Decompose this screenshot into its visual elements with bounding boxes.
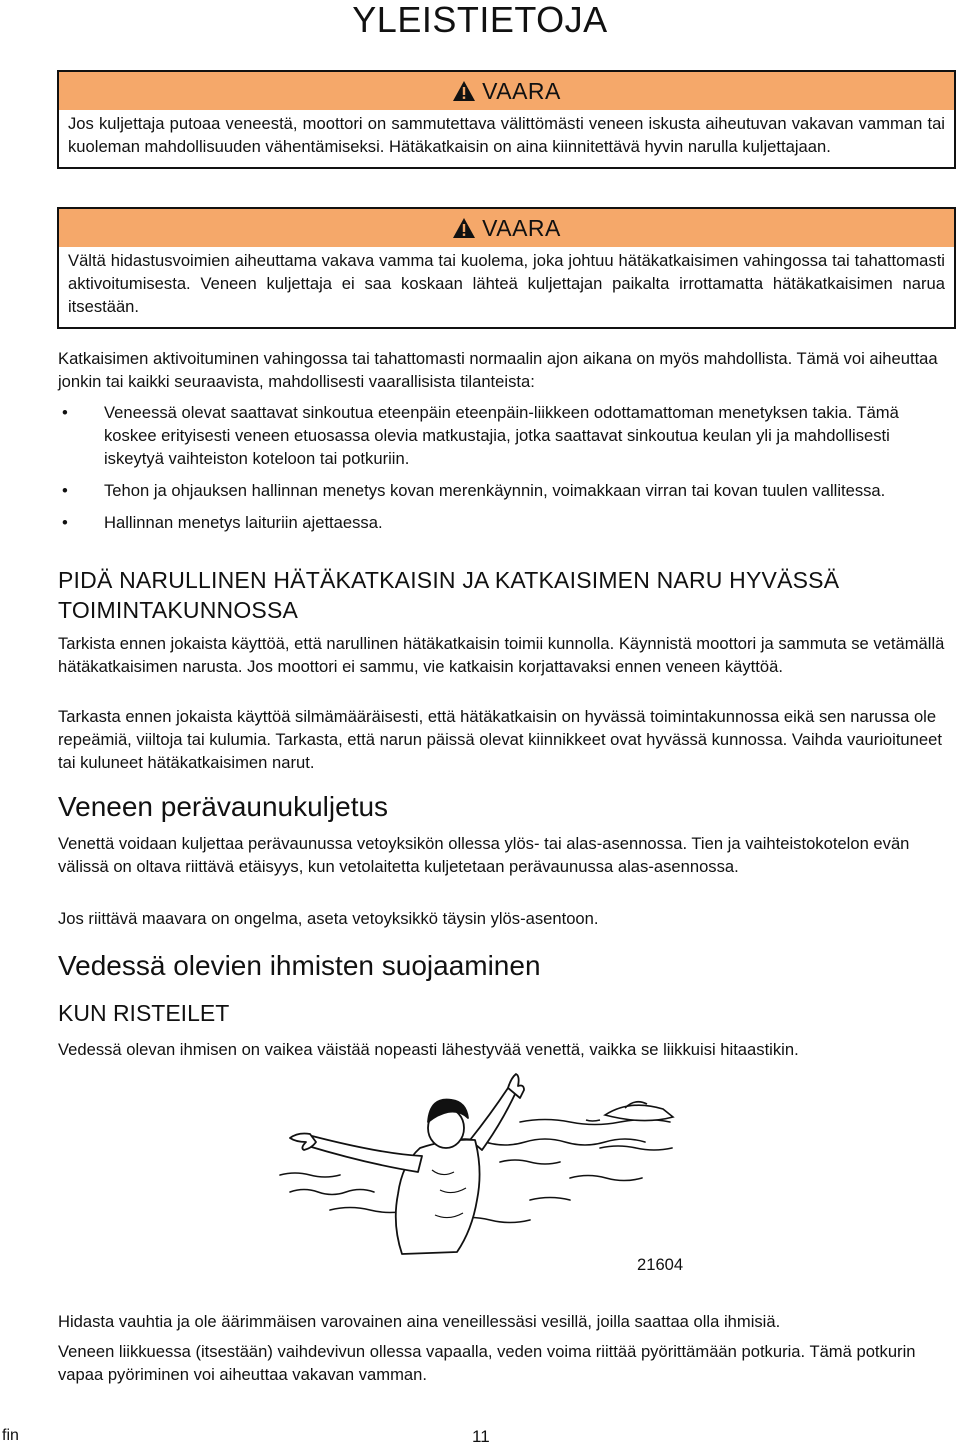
person-in-water-illustration (270, 1070, 710, 1280)
page-title: YLEISTIETOJA (352, 0, 608, 40)
warning-label: VAARA (482, 77, 561, 104)
paragraph (58, 705, 948, 774)
list-item-text: Veneessä olevat saattavat sinkoutua eteenpäin eteenpäin-liikkeen odottamattoman menetyksen takia. Tämä koskee erityisesti veneen etuosassa olevia matkustajia, jotka saattavat sinkoutua keulan yli ja mahdollisesti iskeytyä vaihteiston koteloon tai potkuriin. (104, 403, 899, 468)
paragraph-text: Veneen liikkuessa (itsestään) vaihdevivun ollessa vapaalla, veden voima riittää pyörittämään potkuria. Tämä potkurin vapaa pyöriminen voi aiheuttaa vakavan vamman. (58, 1342, 916, 1384)
list-item (58, 401, 948, 470)
section-heading-people-in-water: Vedessä olevien ihmisten suojaaminen (58, 950, 541, 981)
warning-triangle-icon (452, 217, 476, 239)
warning-text (59, 247, 954, 327)
paragraph (58, 632, 948, 678)
paragraph-text: Jos riittävä maavara on ongelma, aseta vetoyksikkö täysin ylös-asentoon. (58, 909, 599, 928)
paragraph (58, 1340, 948, 1386)
bullet-icon: • (62, 481, 68, 500)
paragraph (58, 832, 948, 878)
list-item (58, 511, 948, 534)
bullet-icon: • (62, 403, 68, 422)
warning-paragraph: Vältä hidastusvoimien aiheuttama vakava vamma tai kuolema, joka johtuu hätäkatkaisimen vahingossa tai tahattomasti aktivoitumisesta. Veneen kuljettaja ei saa koskaan lähteä kuljettajan paikalta irrottamatta hätäkatkaisimen narua itsestään. (68, 251, 945, 316)
warning-text (59, 110, 954, 167)
intro-text: Katkaisimen aktivoituminen vahingossa tai tahattomasti normaalin ajon aikana on myös mahdollista. Tämä voi aiheuttaa jonkin tai kaikki seuraavista, mahdollisesti vaarallisista tilanteista: (58, 349, 938, 391)
intro-paragraph (58, 347, 948, 393)
paragraph-text: Tarkasta ennen jokaista käyttöä silmämääräisesti, että hätäkatkaisin on hyvässä toimintakunnossa eikä sen narussa ole repeämiä, viiltoja tai kulumia. Tarkasta, että narun päissä olevat kiinnikkeet ovat hyvässä kunnossa. Vaihda vaurioituneet tai kuluneet hätäkatkaisimen narut. (58, 707, 942, 772)
paragraph-text: Venettä voidaan kuljettaa perävaunussa vetoyksikön ollessa ylös- tai alas-asennossa. Tien ja vaihteistokotelon evän välissä on oltava riittävä etäisyys, kun vetolaitetta kuljetetaan perävaunussa alas-asennossa. (58, 834, 910, 876)
warning-paragraph: Jos kuljettaja putoaa veneestä, moottori on sammutettava välittömästi veneen iskusta aiheutuvan vakavan vamman tai kuoleman mahdollisuuden vähentämiseksi. Hätäkatkaisin on aina kiinnitettävä hyvin narulla kuljettajaan. (68, 114, 945, 156)
warning-header (59, 72, 954, 110)
list-item (58, 479, 948, 502)
section-heading-lanyard: PIDÄ NARULLINEN HÄTÄKATKAISIN JA KATKAISIMEN NARU HYVÄSSÄ TOIMINTAKUNNOSSA (58, 567, 840, 623)
warning-box-1 (57, 70, 956, 169)
section-heading-trailering: Veneen perävaunukuljetus (58, 791, 389, 822)
hazard-list (58, 401, 948, 543)
list-item-text: Tehon ja ohjauksen hallinnan menetys kovan merenkäynnin, voimakkaan virran tai kovan tuulen vallitessa. (104, 481, 886, 500)
warning-triangle-icon (452, 80, 476, 102)
paragraph (58, 1038, 948, 1061)
footer-language: fin (2, 1427, 19, 1444)
paragraph-text: Vedessä olevan ihmisen on vaikea väistää nopeasti lähestyvää venettä, vaikka se liikkuisi hitaastikin. (58, 1040, 799, 1059)
warning-label: VAARA (482, 214, 561, 241)
paragraph-text: Tarkista ennen jokaista käyttöä, että narullinen hätäkatkaisin toimii kunnolla. Käynnistä moottori ja sammuta se vetämällä hätäkatkaisimen narusta. Jos moottori ei sammu, vie katkaisin korjattavaksi ennen veneen käyttöä. (58, 634, 945, 676)
warning-box-2 (57, 207, 956, 329)
page-number: 11 (472, 1427, 490, 1446)
bullet-icon: • (62, 513, 68, 532)
list-item-text: Hallinnan menetys laituriin ajettaessa. (104, 513, 383, 532)
warning-header (59, 209, 954, 247)
subheading-cruising: KUN RISTEILET (58, 1000, 230, 1026)
paragraph (58, 1310, 948, 1333)
paragraph-text: Hidasta vauhtia ja ole äärimmäisen varovainen aina veneillessäsi vesillä, joilla saattaa olla ihmisiä. (58, 1312, 781, 1331)
paragraph (58, 907, 948, 930)
figure-number: 21604 (637, 1255, 684, 1274)
